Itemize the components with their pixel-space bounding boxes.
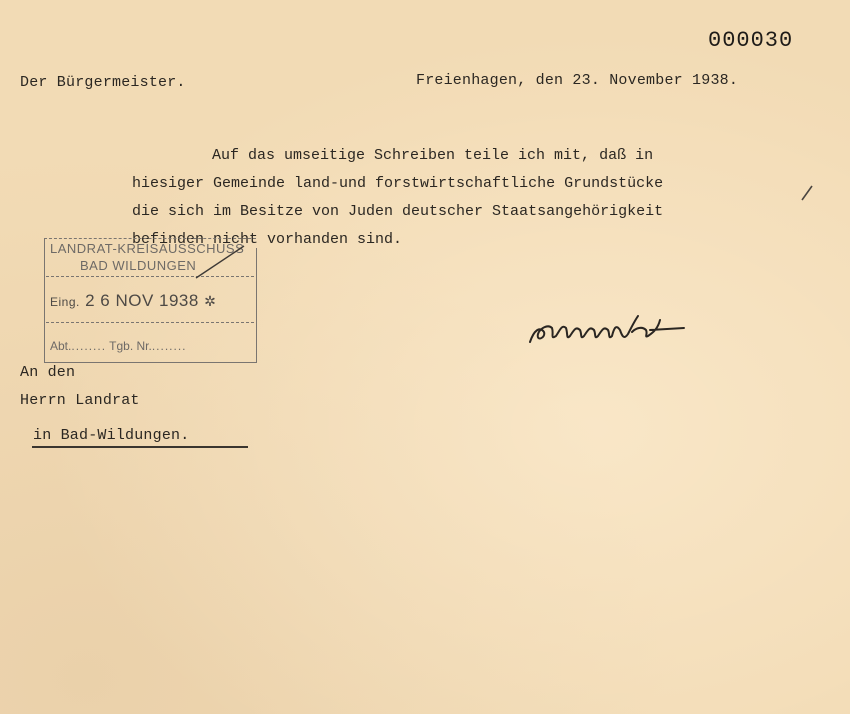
- address-line-2: Herrn Landrat: [20, 392, 140, 409]
- stamp-date-line: [50, 291, 216, 311]
- stamp-journal-label: Tgb. Nr.: [109, 339, 152, 353]
- pencil-slash-mark: [188, 242, 248, 282]
- stamp-dots-1: ........: [71, 339, 107, 353]
- stamp-date: 2 6 NOV 1938: [85, 291, 199, 310]
- stamp-town-line: BAD WILDUNGEN: [80, 258, 197, 273]
- place-date-line: Freienhagen, den 23. November 1938.: [416, 72, 739, 89]
- address-line-3: in Bad-Wildungen.: [33, 427, 190, 444]
- pencil-tick-mark: [798, 184, 818, 202]
- body-line-2: hiesiger Gemeinde land-und forstwirtschaftliche Grundstücke: [132, 175, 664, 192]
- handwritten-signature: [526, 312, 691, 352]
- stamp-bottom-line: [50, 339, 187, 353]
- address-line-1: An den: [20, 364, 76, 381]
- stamp-dept-prefix: Abt.: [50, 339, 72, 353]
- star-icon: ✲: [204, 293, 217, 309]
- stamp-date-prefix: Eing.: [50, 295, 80, 309]
- body-line-4: befinden nicht vorhanden sind.: [132, 231, 403, 248]
- body-line-1: Auf das umseitige Schreiben teile ich mit, daß in: [212, 147, 654, 164]
- sender-line: Der Bürgermeister.: [20, 74, 186, 91]
- document-number: 000030: [708, 28, 794, 53]
- stamp-dots-2: ........: [151, 339, 187, 353]
- address-underline: [32, 446, 248, 448]
- stamp-office-line: LANDRAT-KREISAUSSCHUSS: [50, 241, 245, 256]
- body-line-3: die sich im Besitze von Juden deutscher Staatsangehörigkeit: [132, 203, 664, 220]
